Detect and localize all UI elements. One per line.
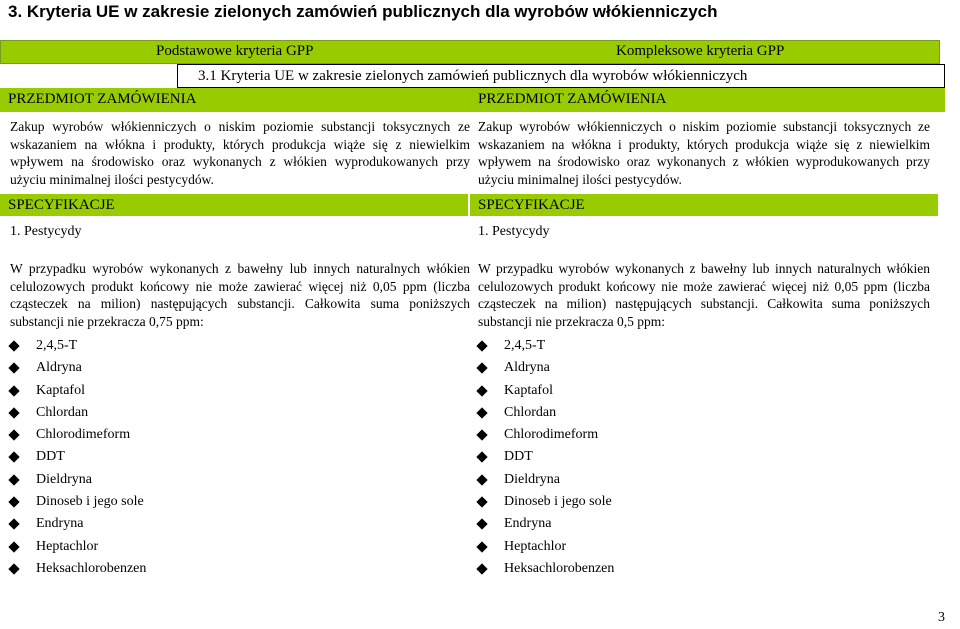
- right-substance-list: [478, 335, 614, 580]
- substance-list-item: Heksachlorobenzen: [478, 558, 614, 580]
- left-spec-label: SPECYFIKACJE: [0, 194, 468, 216]
- left-column: [10, 118, 470, 188]
- left-desc-block: [10, 260, 470, 330]
- page-title: 3. Kryteria UE w zakresie zielonych zamówień publicznych dla wyrobów włókienniczych: [8, 2, 718, 21]
- substance-list-item: Dinoseb i jego sole: [478, 491, 614, 513]
- right-subject-text: Zakup wyrobów włókienniczych o niskim poziomie substancji toksycznych ze wskazaniem na włókna i produkty, których produkcja wiąże się z niewielkim wpływem na środowisko oraz wykonanych z włókien wyprodukowanych przy użyciu minimalnej ilości pestycydów.: [478, 119, 930, 187]
- substance-list-item: Kaptafol: [478, 380, 614, 402]
- substance-list-item: Dieldryna: [10, 469, 146, 491]
- right-column: [478, 118, 930, 188]
- right-subject-label: PRZEDMIOT ZAMÓWIENIA: [470, 88, 945, 112]
- substance-list-item: Dinoseb i jego sole: [10, 491, 146, 513]
- substance-list-item: Heptachlor: [10, 536, 146, 558]
- substance-list-item: Heptachlor: [478, 536, 614, 558]
- left-subject-text: Zakup wyrobów włókienniczych o niskim poziomie substancji toksycznych ze wskazaniem na włókna i produkty, których produkcja wiąże się z niewielkim wpływem na środowisko oraz wykonanych z włókien wyprodukowanych przy użyciu minimalnej ilości pestycydów.: [10, 119, 470, 187]
- substance-list-item: Chlordan: [10, 402, 146, 424]
- page-number: 3: [938, 610, 945, 625]
- substance-list-item: 2,4,5-T: [10, 335, 146, 357]
- section-subtitle: 3.1 Kryteria UE w zakresie zielonych zamówień publicznych dla wyrobów włókienniczych: [177, 64, 945, 88]
- right-description: W przypadku wyrobów wykonanych z bawełny lub innych naturalnych włókien celulozowych produkt końcowy nie może zawierać więcej niż 0,05 ppm (liczba cząsteczek na milion) następujących substancji. Całkowita suma poniższych substancji nie przekracza 0,5 ppm:: [478, 261, 930, 329]
- substance-list-item: Aldryna: [10, 357, 146, 379]
- left-item-heading: 1. Pestycydy: [10, 224, 82, 239]
- comprehensive-criteria-header: Kompleksowe kryteria GPP: [616, 43, 785, 59]
- basic-criteria-header: Podstawowe kryteria GPP: [156, 43, 314, 59]
- substance-list-item: Endryna: [10, 513, 146, 535]
- substance-list-item: Heksachlorobenzen: [10, 558, 146, 580]
- left-description: W przypadku wyrobów wykonanych z bawełny lub innych naturalnych włókien celulozowych produkt końcowy nie może zawierać więcej niż 0,05 ppm (liczba cząsteczek na milion) następujących substancji. Całkowita suma poniższych substancji nie przekracza 0,75 ppm:: [10, 261, 470, 329]
- right-item-heading: 1. Pestycydy: [478, 224, 550, 239]
- substance-list-item: Dieldryna: [478, 469, 614, 491]
- substance-list-item: DDT: [10, 446, 146, 468]
- substance-list-item: Endryna: [478, 513, 614, 535]
- criteria-header-row: [0, 40, 940, 64]
- substance-list-item: Chlordan: [478, 402, 614, 424]
- substance-list-item: Kaptafol: [10, 380, 146, 402]
- substance-list-item: 2,4,5-T: [478, 335, 614, 357]
- right-desc-block: [478, 260, 930, 330]
- substance-list-item: DDT: [478, 446, 614, 468]
- right-spec-label: SPECYFIKACJE: [470, 194, 938, 216]
- left-substance-list: [10, 335, 146, 580]
- left-subject-label: PRZEDMIOT ZAMÓWIENIA: [0, 88, 470, 112]
- substance-list-item: Chlorodimeform: [10, 424, 146, 446]
- substance-list-item: Aldryna: [478, 357, 614, 379]
- substance-list-item: Chlorodimeform: [478, 424, 614, 446]
